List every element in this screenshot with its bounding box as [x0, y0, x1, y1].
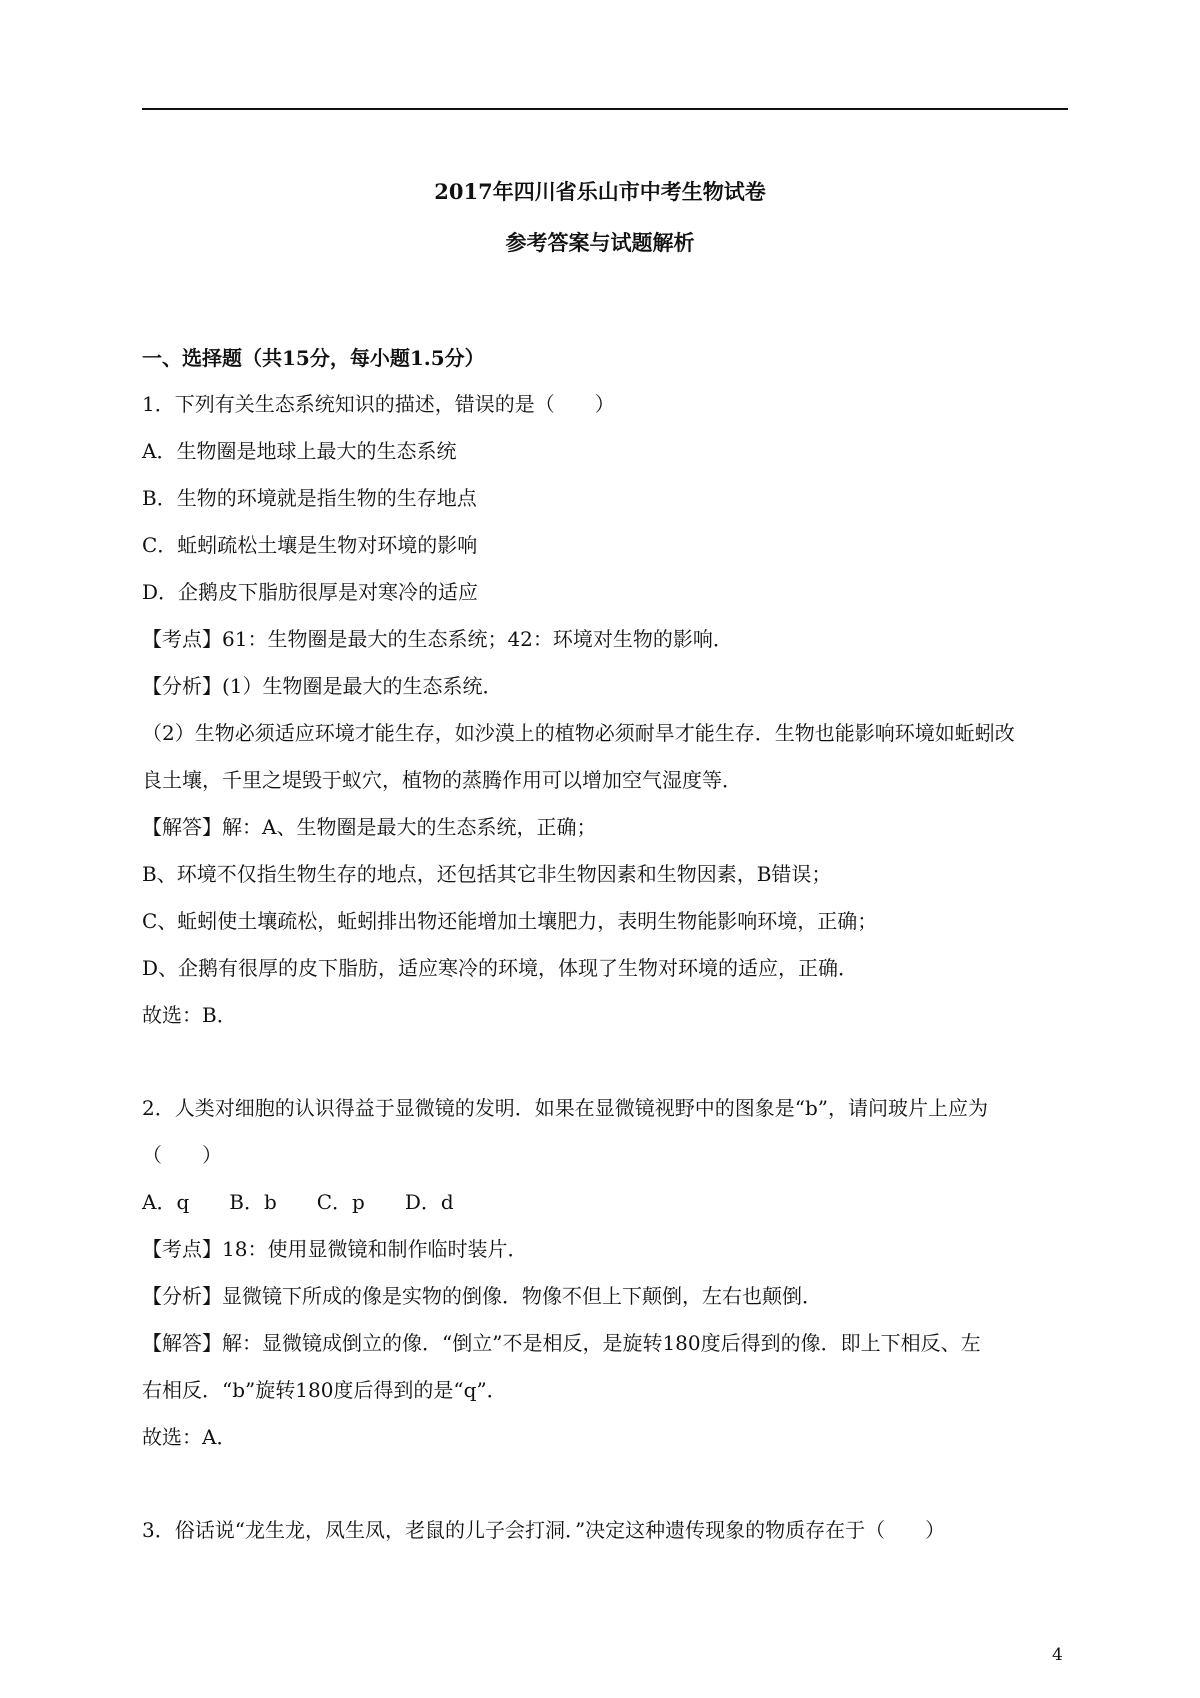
- q1-answer-2: B、环境不仅指生物生存的地点，还包括其它非生物因素和生物因素，B错误；: [142, 862, 832, 886]
- q2-analysis: 【分析】显微镜下所成的像是实物的倒像．物像不但上下颠倒，左右也颠倒．: [142, 1284, 822, 1308]
- q1-analysis-1: 【分析】(1）生物圈是最大的生态系统．: [142, 674, 503, 698]
- q1-option-a: A．生物圈是地球上最大的生态系统: [142, 439, 457, 463]
- q1-analysis-2a: （2）生物必须适应环境才能生存，如沙漠上的植物必须耐旱才能生存．生物也能影响环境如蚯蚓改: [142, 721, 1015, 745]
- q2-choice: 故选：A．: [142, 1425, 237, 1449]
- q2-answer-1: 【解答】解：显微镜成倒立的像．“倒立”不是相反，是旋转180度后得到的像．即上下相反、左: [142, 1331, 981, 1355]
- q1-analysis-2b: 良土壤，千里之堤毁于蚁穴，植物的蒸腾作用可以增加空气湿度等．: [142, 768, 742, 792]
- q1-answer-1: 【解答】解：A、生物圈是最大的生态系统，正确；: [142, 815, 597, 839]
- document-title: 2017年四川省乐山市中考生物试卷: [434, 179, 766, 204]
- q1-option-b: B．生物的环境就是指生物的生存地点: [142, 486, 477, 510]
- q1-option-c: C．蚯蚓疏松土壤是生物对环境的影响: [142, 533, 478, 557]
- q2-stem-b: （ ）: [142, 1143, 222, 1167]
- header-rule: [142, 108, 1068, 110]
- section-heading: 一、选择题（共15分，每小题1.5分）: [142, 346, 485, 370]
- q1-choice: 故选：B．: [142, 1003, 237, 1027]
- page-number: 4: [1052, 1645, 1063, 1665]
- q1-stem: 1．下列有关生态系统知识的描述，错误的是（ ）: [142, 392, 615, 416]
- q1-point: 【考点】61：生物圈是最大的生态系统；42：环境对生物的影响．: [142, 627, 733, 651]
- q2-options: A．q B．b C．p D．d: [142, 1190, 454, 1214]
- q2-point: 【考点】18：使用显微镜和制作临时装片．: [142, 1237, 528, 1261]
- q1-answer-3: C、蚯蚓使土壤疏松，蚯蚓排出物还能增加土壤肥力，表明生物能影响环境，正确；: [142, 909, 878, 933]
- q3-stem: 3．俗话说“龙生龙，凤生凤，老鼠的儿子会打洞．”决定这种遗传现象的物质存在于（ ）: [142, 1518, 946, 1542]
- q2-answer-2: 右相反．“b”旋转180度后得到的是“q”．: [142, 1378, 507, 1402]
- q1-answer-4: D、企鹅有很厚的皮下脂肪，适应寒冷的环境，体现了生物对环境的适应，正确．: [142, 956, 859, 980]
- q1-option-d: D．企鹅皮下脂肪很厚是对寒冷的适应: [142, 580, 479, 604]
- q2-stem-a: 2．人类对细胞的认识得益于显微镜的发明．如果在显微镜视野中的图象是“b”，请问玻片上应为: [142, 1096, 988, 1120]
- document-subtitle: 参考答案与试题解析: [505, 230, 695, 255]
